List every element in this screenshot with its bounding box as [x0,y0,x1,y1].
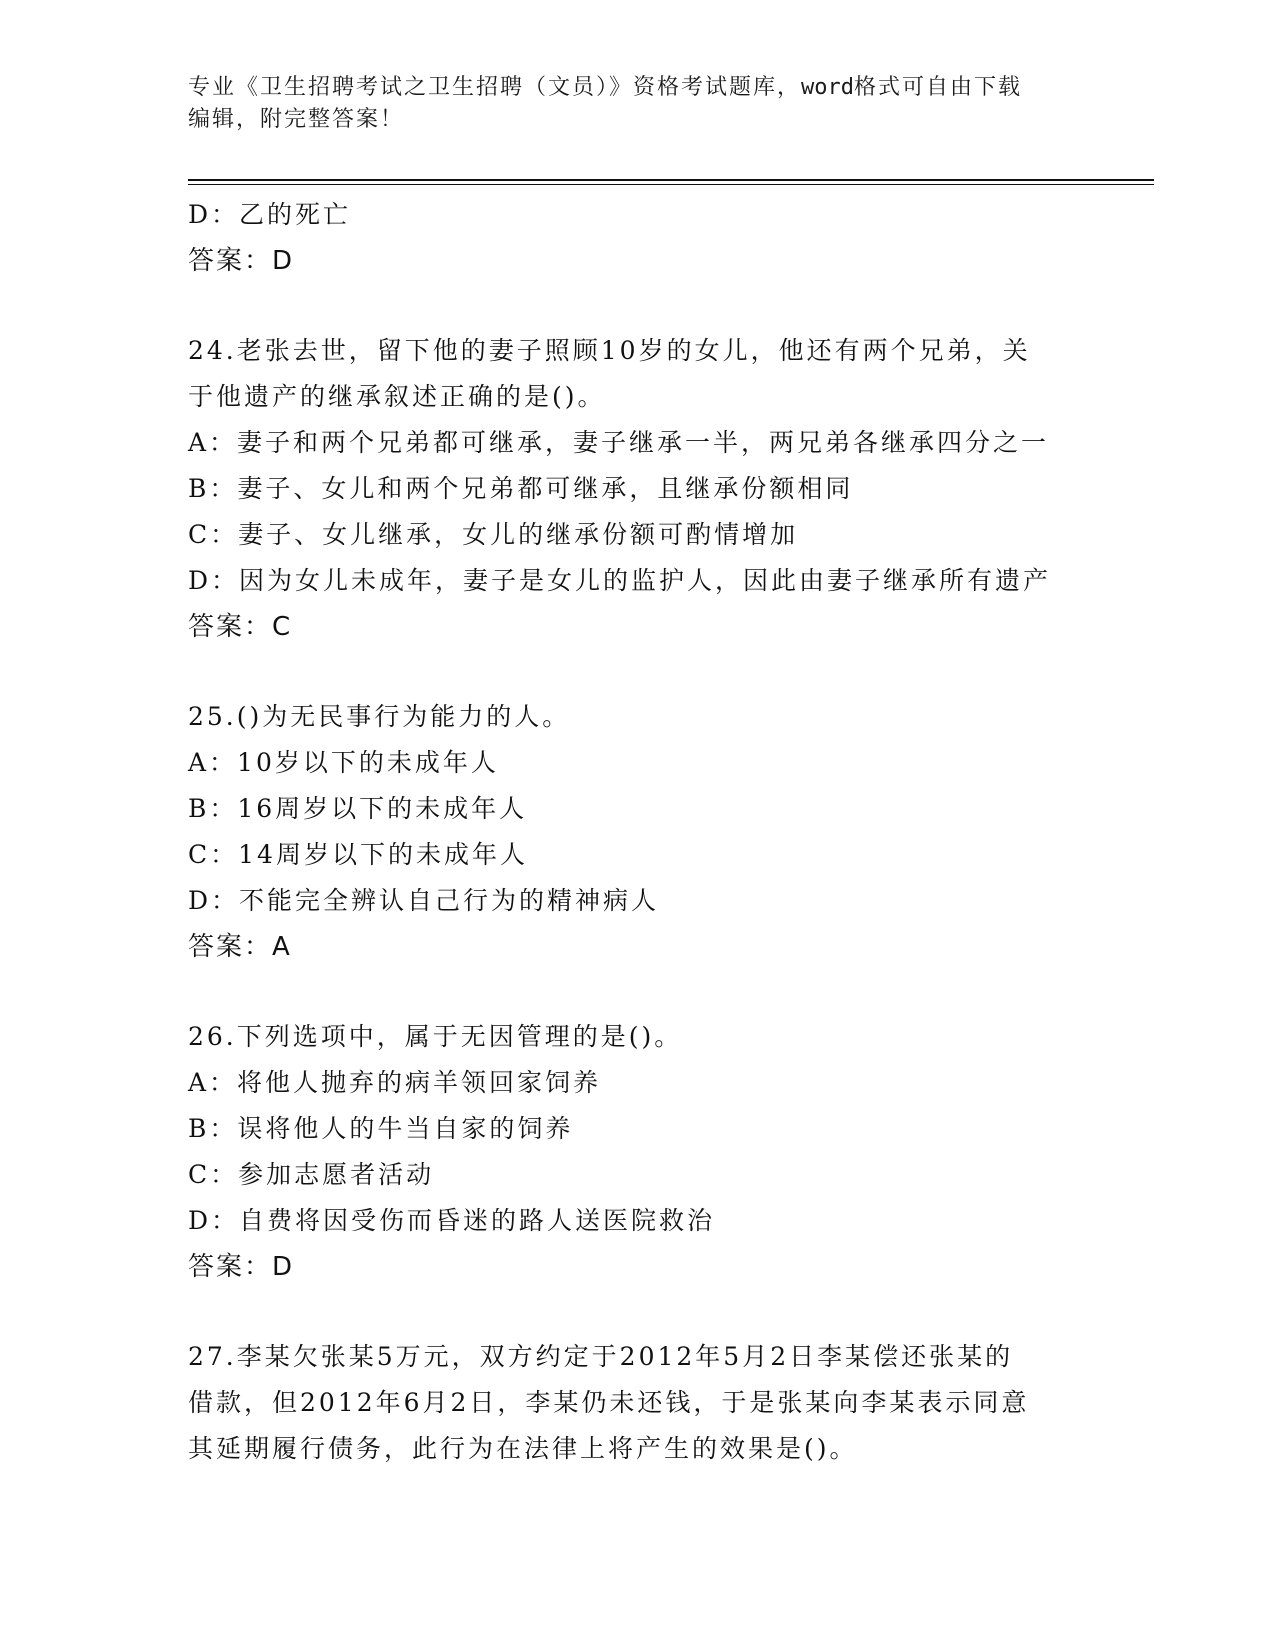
header-line-1 [188,72,1088,104]
document-header [188,72,1088,136]
question-stem-line: 借款，但2012年6月2日，李某仍未还钱，于是张某向李某表示同意 [188,1388,1030,1417]
question-23-tail [188,192,1088,284]
question-stem-line: 其延期履行债务，此行为在法律上将产生的效果是()。 [188,1434,858,1463]
question-27 [188,1334,1088,1472]
question-24 [188,328,1088,650]
question-stem-line: 24.老张去世，留下他的妻子照顾10岁的女儿，他还有两个兄弟，关 [188,336,1031,365]
header-line-1-word: word [801,75,854,100]
question-stem-line: 26.下列选项中，属于无因管理的是()。 [188,1022,683,1051]
document-body [188,192,1088,1472]
option-d: D：因为女儿未成年，妻子是女儿的监护人，因此由妻子继承所有遗产 [188,566,1052,595]
option-a: A：10岁以下的未成年人 [188,748,499,777]
question-26 [188,1014,1088,1290]
answer-line: 答案：D [188,1252,295,1282]
option-c: C：14周岁以下的未成年人 [188,840,528,869]
question-25 [188,694,1088,970]
option-d: D：不能完全辨认自己行为的精神病人 [188,886,660,915]
option-c: C：参加志愿者活动 [188,1160,435,1189]
header-divider-thin [188,184,1154,185]
answer-line: 答案：C [188,612,293,642]
option-d: D：自费将因受伤而昏迷的路人送医院救治 [188,1206,716,1235]
header-line-1-prefix: 专业《卫生招聘考试之卫生招聘（文员）》资格考试题库， [188,75,802,100]
answer-line: 答案：A [188,932,292,962]
option-a: A：将他人抛弃的病羊领回家饲养 [188,1068,602,1097]
header-divider-thick [188,179,1154,181]
answer-line: 答案：D [188,246,295,276]
question-stem-line: 25.()为无民事行为能力的人。 [188,702,571,731]
question-stem-line: 27.李某欠张某5万元，双方约定于2012年5月2日李某偿还张某的 [188,1342,1014,1371]
option-a: A：妻子和两个兄弟都可继承，妻子继承一半，两兄弟各继承四分之一 [188,428,1050,457]
question-stem-line: 于他遗产的继承叙述正确的是()。 [188,382,606,411]
option-c: C：妻子、女儿继承，女儿的继承份额可酌情增加 [188,520,799,549]
option-b: B：误将他人的牛当自家的饲养 [188,1114,574,1143]
header-line-1-suffix: 格式可自由下载 [854,75,1023,100]
option-d: D：乙的死亡 [188,200,352,229]
option-b: B：妻子、女儿和两个兄弟都可继承，且继承份额相同 [188,474,854,503]
option-b: B：16周岁以下的未成年人 [188,794,528,823]
header-line-2: 编辑，附完整答案！ [188,107,405,132]
